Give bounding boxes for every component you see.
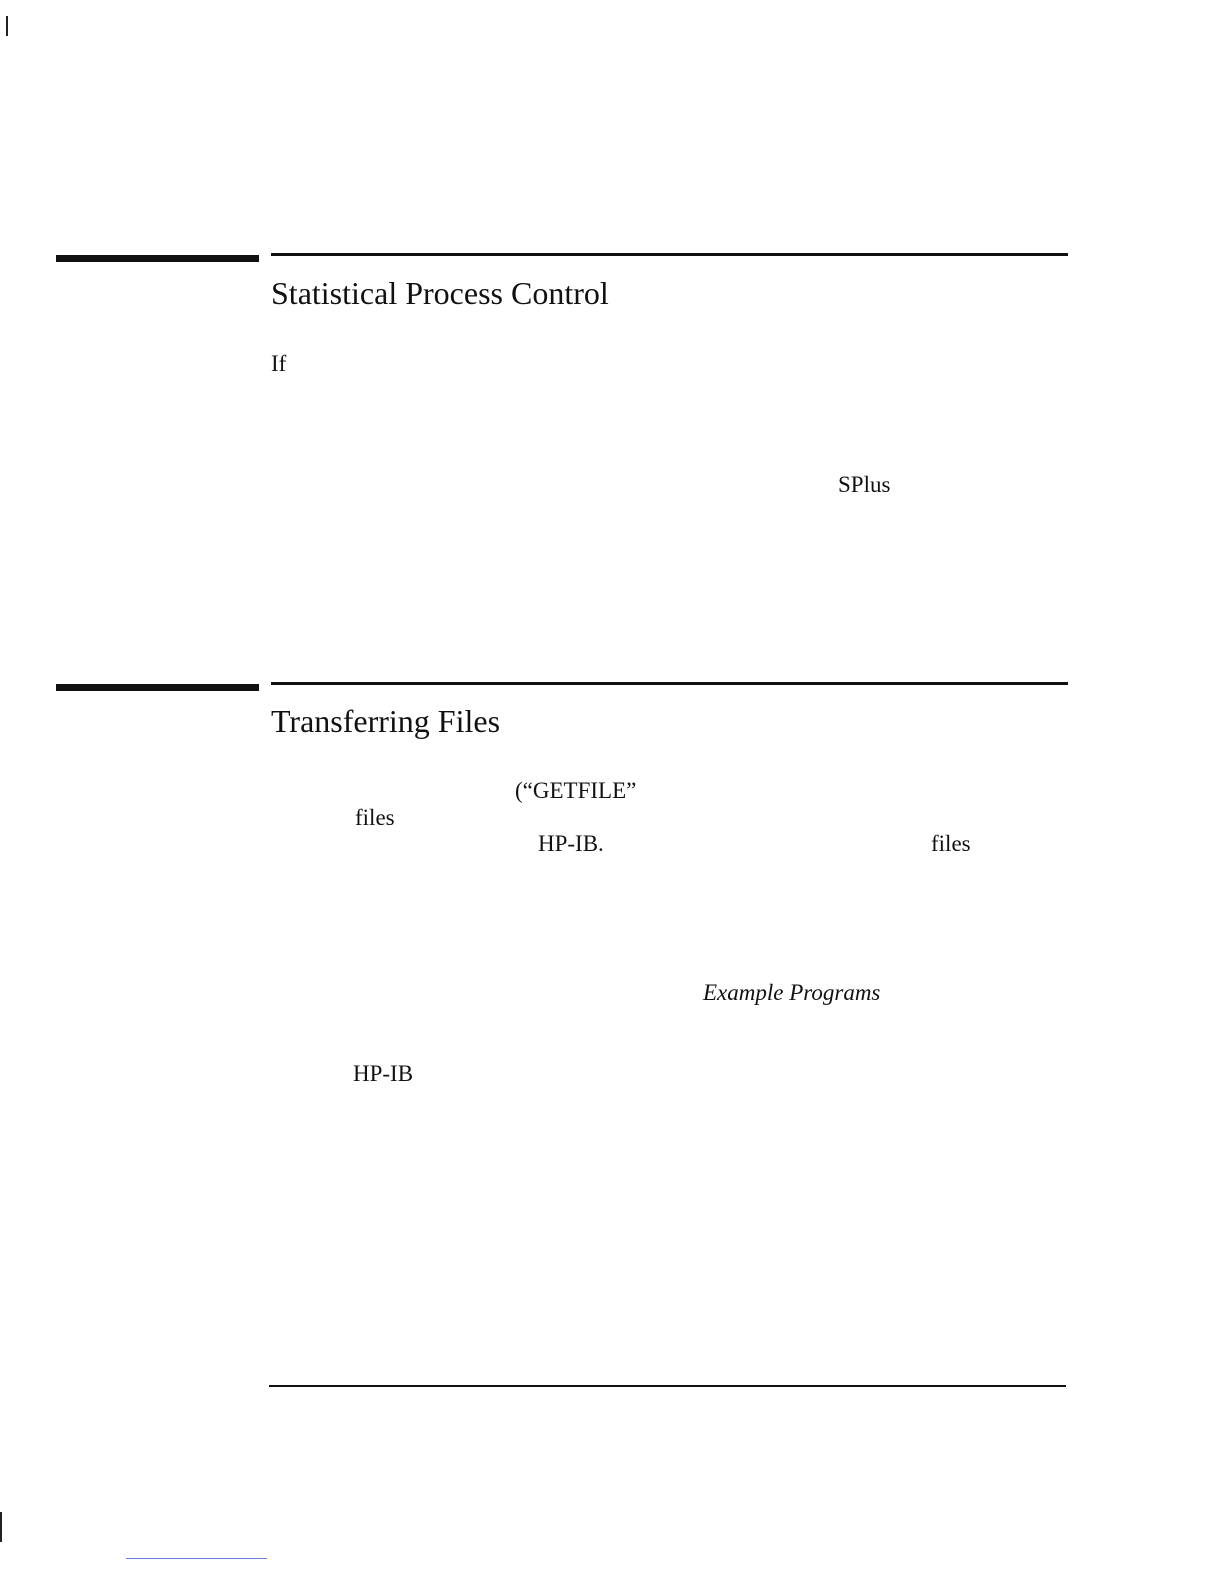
section-rule-thin [271,682,1068,685]
text-fragment: HP-IB. [538,831,604,856]
footer-rule [269,1385,1066,1387]
text-fragment: files [931,831,971,856]
section-heading-spc: Statistical Process Control [271,275,609,311]
margin-tick-bottom [0,1512,2,1542]
text-fragment: files [355,805,395,830]
text-fragment: (“GETFILE” [515,778,637,803]
margin-tick-top [6,16,8,36]
text-fragment: If [271,351,287,376]
text-fragment: HP-IB [353,1061,414,1086]
section-rule-thick [56,684,259,691]
section-rule-thin [271,253,1068,256]
text-fragment: SPlus [838,472,891,497]
book-title-reference: Example Programs [703,980,881,1005]
section-heading-transferring-files: Transferring Files [271,703,501,739]
footer-link-underline [126,1558,267,1559]
section-rule-thick [56,255,259,262]
